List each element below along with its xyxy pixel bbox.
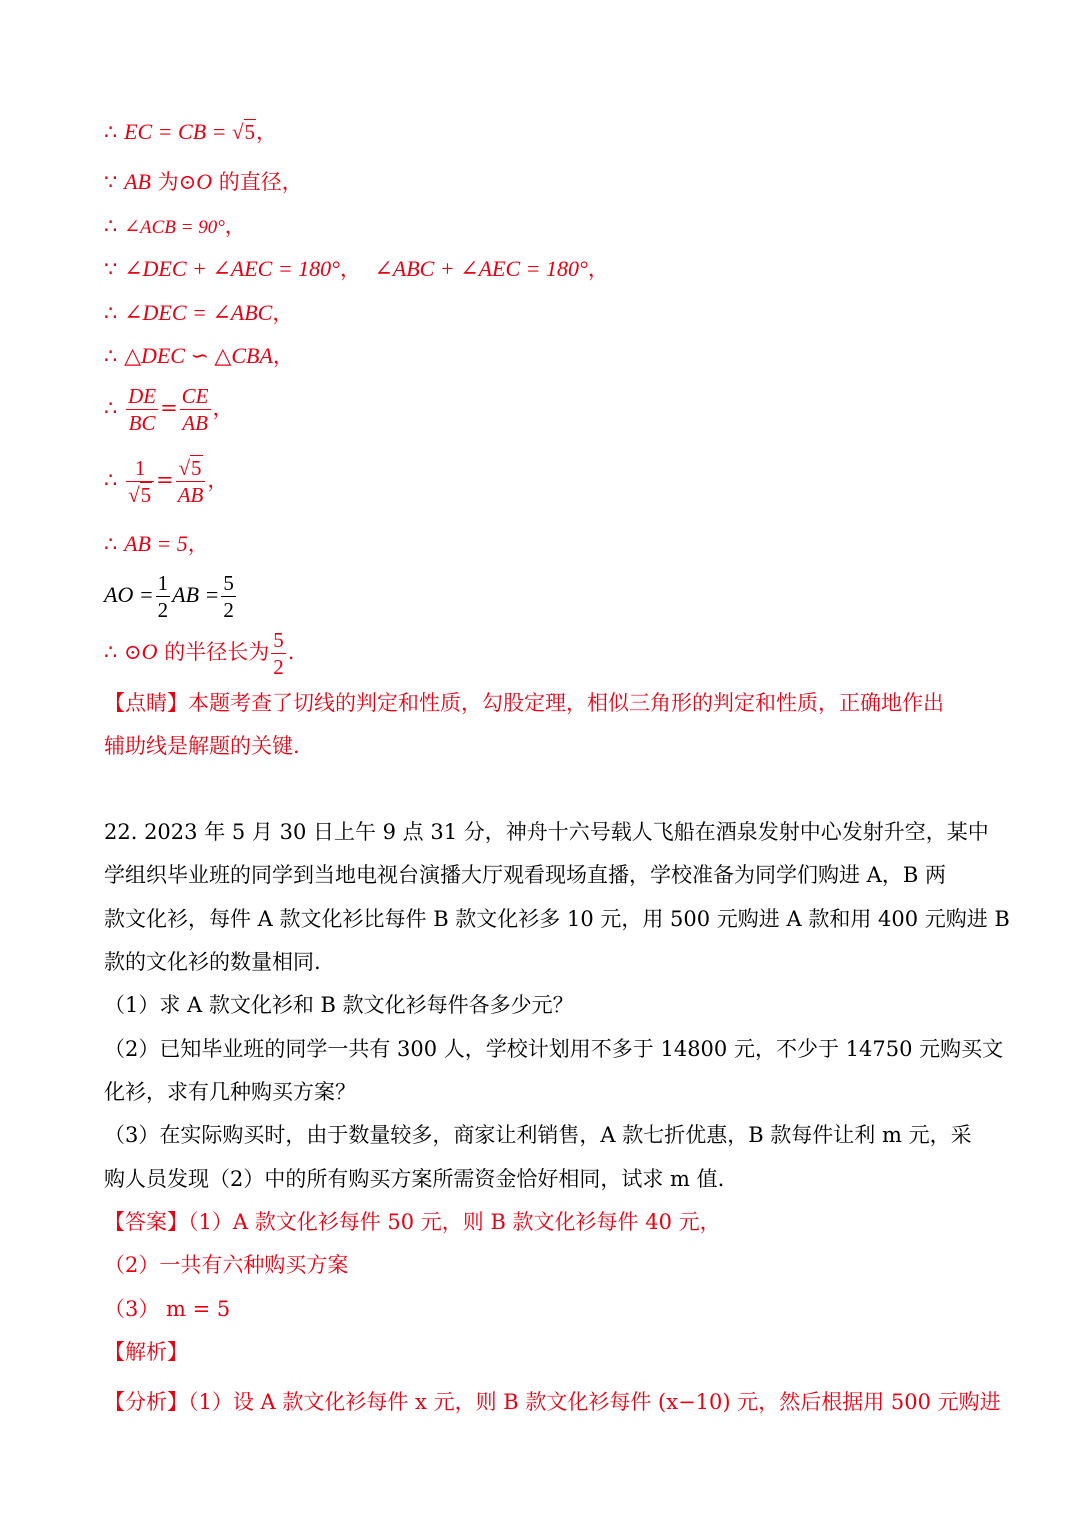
comment-label: 【点睛】 [104,691,188,715]
proof-line-11: ∴ ⊙O 的半径长为 $\frac{5}{2}$ . [104,628,295,679]
problem-line-1: 22. 2023 年 5 月 30 日上午 9 点 31 分，神舟十六号载人飞船在酒泉发射中心发射升空，某中 [104,820,989,844]
fraction-de-bc: $\frac{DE}{BC}$ [128,384,157,435]
question-3-line-1: （3）在实际购买时，由于数量较多，商家让利销售，A 款七折优惠，B 款每件让利 m 元，采 [104,1123,972,1147]
proof-line-10: AO = $\frac{1}{2}$ AB = $\frac{5}{2}$ [104,571,234,622]
proof-line-7: ∴ $\frac{DE}{BC}$ = $\frac{CE}{AB}$ ， [104,384,234,435]
proof-line-3: ∴ ∠ACB = 90°， [104,214,246,238]
question-2-line-1: （2）已知毕业班的同学一共有 300 人，学校计划用不多于 14800 元，不少于 14750 元购买文 [104,1037,1004,1061]
fraction-1-2: $\frac{1}{2}$ [157,571,169,622]
answer-label: 【答案】 [104,1210,188,1234]
proof-line-5: ∴ ∠DEC = ∠ABC， [104,300,294,325]
analysis-line-1: 【分析】（1）设 A 款文化衫每件 x 元，则 B 款文化衫每件 (x−10) 元，然后根据用 500 元购进 [104,1390,1001,1414]
question-2-line-2: 化衫，求有几种购买方案？ [104,1080,356,1104]
fraction-ce-ab: $\frac{CE}{AB}$ [181,384,209,435]
comment-line-2: 辅助线是解题的关键. [104,734,300,758]
problem-line-3: 款文化衫，每件 A 款文化衫比每件 B 款文化衫多 10 元，用 500 元购进 A 款和用 400 元购进 B [104,907,1010,931]
proof-line-4: ∵ ∠DEC + ∠AEC = 180°， ∠ABC + ∠AEC = 180°， [104,256,609,281]
answer-line-2: （2）一共有六种购买方案 [104,1253,349,1277]
question-1: （1）求 A 款文化衫和 B 款文化衫每件各多少元？ [104,993,574,1017]
problem-line-4: 款的文化衫的数量相同. [104,950,321,974]
proof-line-1: ∴ EC = CB = √5， [104,119,278,144]
proof-line-9: ∴ AB = 5， [104,531,209,556]
question-3-line-2: 购人员发现（2）中的所有购买方案所需资金恰好相同，试求 m 值. [104,1167,725,1191]
proof-line-8: ∴ $\frac{1}{√5}$ = $\frac{√5}{AB}$ ， [104,456,229,507]
fraction-5-2: $\frac{5}{2}$ [223,571,234,622]
fraction-sqrt5-ab: $\frac{√5}{AB}$ [177,456,204,507]
analysis-subheading: 【分析】 [104,1390,188,1414]
analysis-label: 【解析】 [104,1340,188,1364]
problem-line-2: 学组织毕业班的同学到当地电视台演播大厅观看现场直播，学校准备为同学们购进 A，B 两 [104,863,946,887]
answer-line-1: 【答案】（1）A 款文化衫每件 50 元，则 B 款文化衫每件 40 元， [104,1210,721,1234]
proof-line-6: ∴ △DEC ∽ △CBA， [104,343,294,368]
answer-line-3: （3） m = 5 [104,1297,231,1321]
comment-line-1: 【点睛】本题考查了切线的判定和性质，勾股定理，相似三角形的判定和性质，正确地作出 [104,691,944,715]
fraction-5-2-radius: $\frac{5}{2}$ [273,628,284,679]
proof-line-2: ∵ AB 为⊙O 的直径， [104,169,303,194]
fraction-1-sqrt5: $\frac{1}{√5}$ [126,455,154,508]
